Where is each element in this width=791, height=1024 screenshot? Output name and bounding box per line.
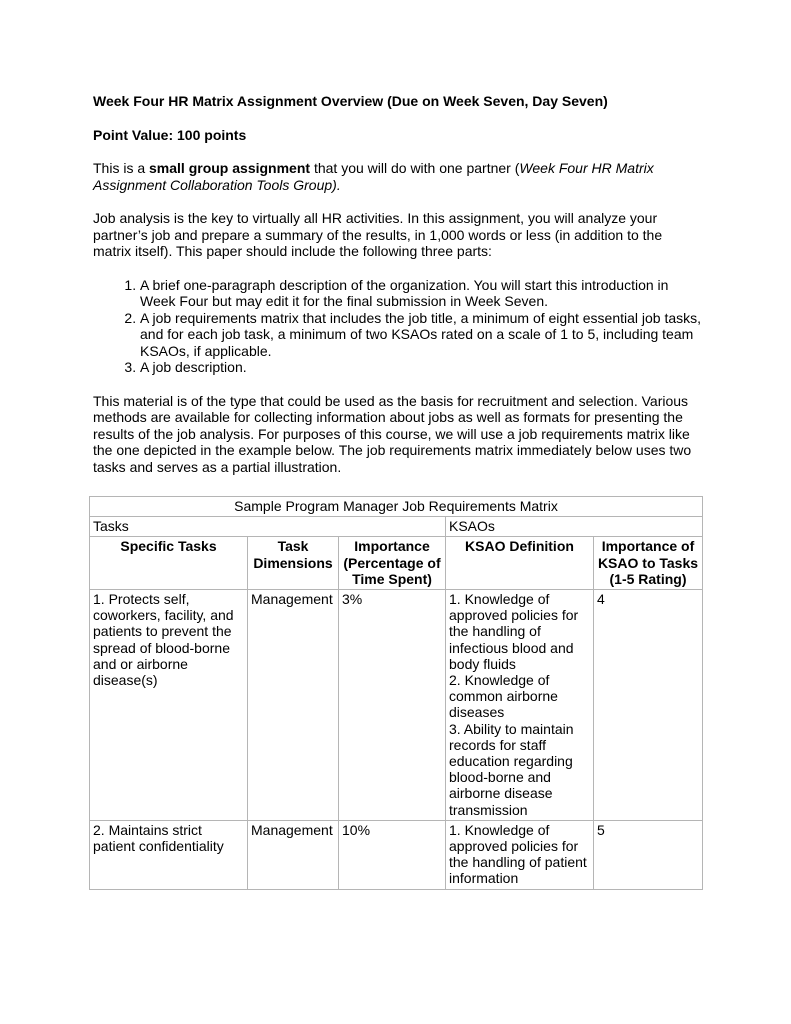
dimension-cell: Management xyxy=(248,590,339,821)
dimension-cell: Management xyxy=(248,820,339,889)
matrix-caption-row xyxy=(90,497,703,517)
importance-cell: 3% xyxy=(339,590,446,821)
matrix-header-row xyxy=(90,537,703,590)
ksao-cell xyxy=(446,820,594,889)
rating-cell: 5 xyxy=(594,820,703,889)
intro-text-middle: that you will do with one partner ( xyxy=(310,160,520,176)
rating-cell: 4 xyxy=(594,590,703,821)
material-paragraph: This material is of the type that could be used as the basis for recruitment and selection. Various methods are available for collecting information about jobs as well as formats for presenting the results of the job analysis. For purposes of this course, we will use a job requirements matrix like the one depicted in the example below. The job requirements matrix immediately below uses two tasks and serves as a partial illustration. xyxy=(93,392,692,475)
group-ksaos-label: KSAOs xyxy=(446,517,703,537)
group-tasks-label: Tasks xyxy=(90,517,446,537)
ksao-item: 1. Knowledge of approved policies for the handling of infectious blood and body fluids xyxy=(449,591,579,672)
column-header: Specific Tasks xyxy=(90,537,248,590)
task-cell: 2. Maintains strict patient confidentiality xyxy=(90,820,248,889)
table-row xyxy=(90,820,703,889)
document-page xyxy=(93,93,703,475)
intro-emphasis: small group assignment xyxy=(149,160,311,176)
intro-text-start: This is a xyxy=(93,160,150,176)
intro-group-name: Week Four HR Matrix Assignment Collaboration Tools Group). xyxy=(93,160,654,193)
ksao-item: 3. Ability to maintain records for staff education regarding blood-borne and airborne disease transmission xyxy=(449,720,574,818)
analysis-paragraph: Job analysis is the key to virtually all HR activities. In this assignment, you will analyze your partner’s job and prepare a summary of the results, in 1,000 words or less (in addition to the matrix itself). This paper should include the following three parts: xyxy=(93,210,663,259)
parts-list xyxy=(93,277,703,376)
importance-cell: 10% xyxy=(339,820,446,889)
task-cell: 1. Protects self, coworkers, facility, and patients to prevent the spread of blood-borne and or airborne disease(s) xyxy=(90,590,248,821)
point-value: Point Value: 100 points xyxy=(93,126,247,143)
job-requirements-matrix xyxy=(89,496,703,890)
column-header: Importance of KSAO to Tasks (1-5 Rating) xyxy=(594,537,703,590)
document-title: Week Four HR Matrix Assignment Overview (Due on Week Seven, Day Seven) xyxy=(93,93,608,109)
matrix-group-row xyxy=(90,517,703,537)
ksao-cell xyxy=(446,590,594,821)
column-header: Importance (Percentage of Time Spent) xyxy=(339,537,446,590)
column-header: Task Dimensions xyxy=(248,537,339,590)
column-header: KSAO Definition xyxy=(446,537,594,590)
list-item: 2. A job requirements matrix that includes the job title, a minimum of eight essential job tasks, and for each job task, a minimum of two KSAOs rated on a scale of 1 to 5, including team KSAOs, if applicable. xyxy=(140,310,703,360)
list-item: 1. A brief one-paragraph description of the organization. You will start this introduction in Week Four but may edit it for the final submission in Week Seven. xyxy=(140,277,703,310)
table-row xyxy=(90,590,703,821)
matrix-caption: Sample Program Manager Job Requirements Matrix xyxy=(90,497,703,517)
intro-paragraph xyxy=(93,160,703,193)
ksao-item: 1. Knowledge of approved policies for the handling of patient information xyxy=(449,821,587,887)
list-item: 3. A job description. xyxy=(140,359,703,376)
ksao-item: 2. Knowledge of common airborne diseases xyxy=(449,672,558,721)
